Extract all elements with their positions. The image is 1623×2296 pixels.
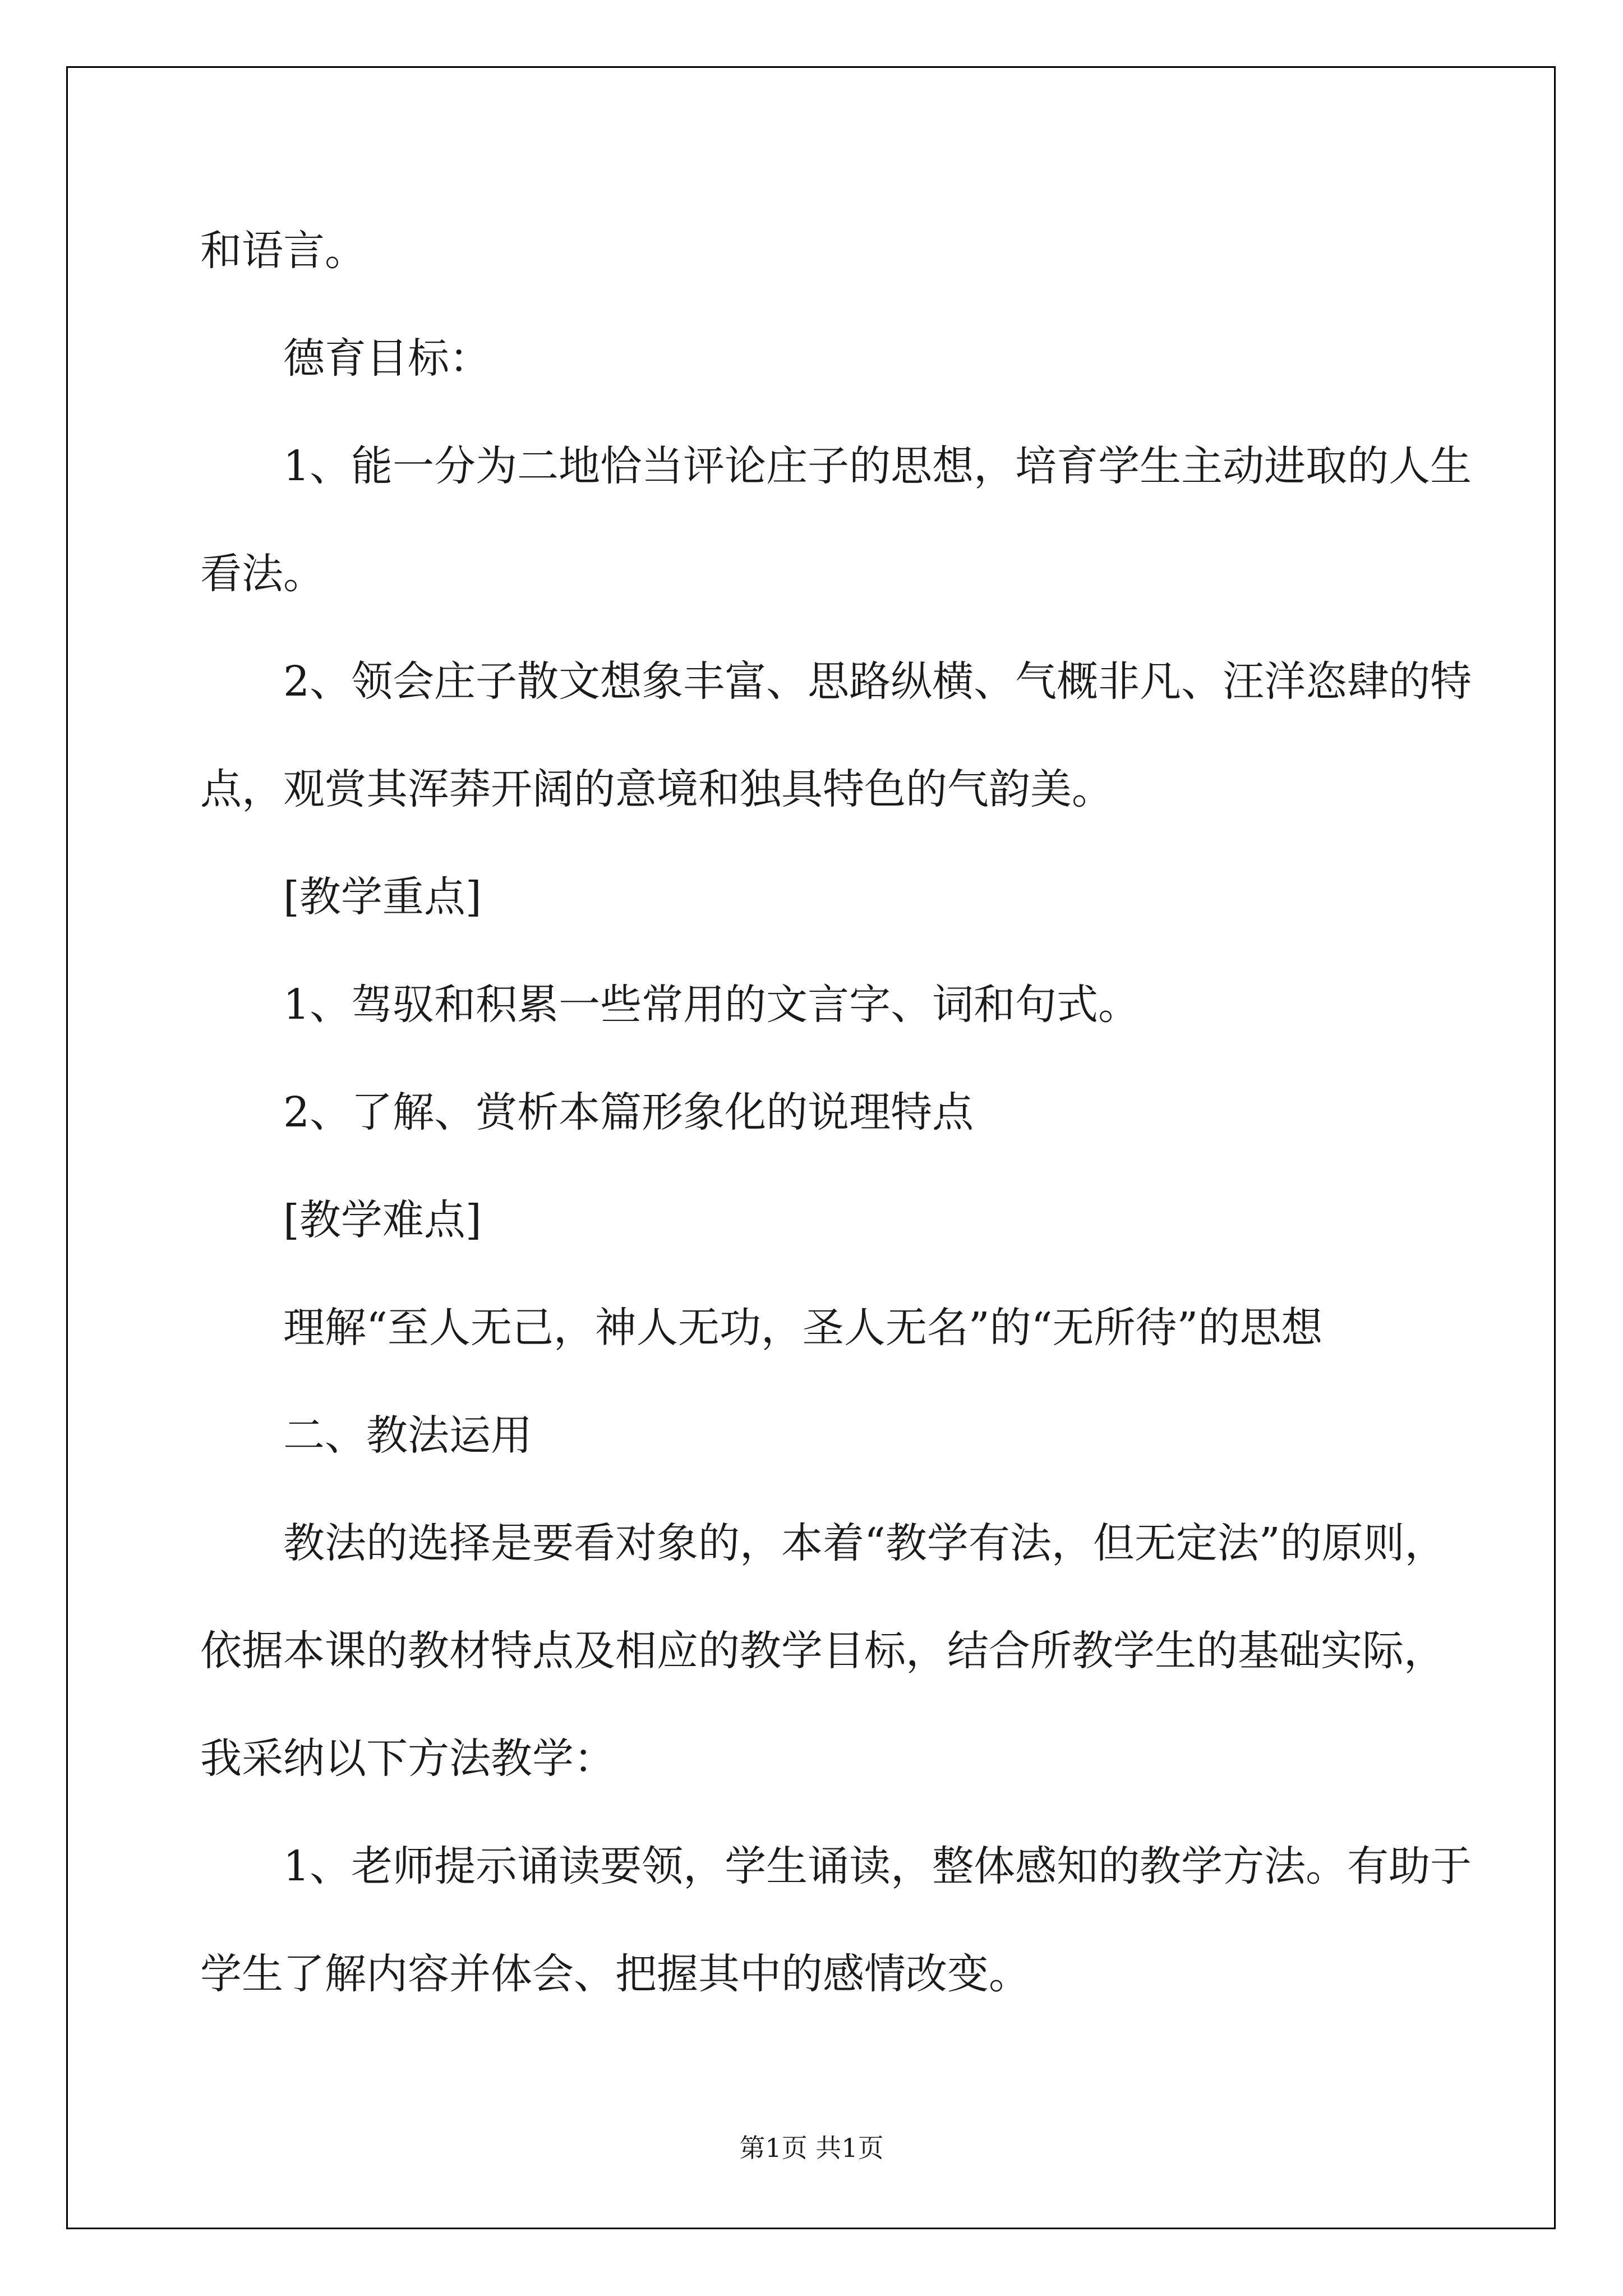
paragraph-line-3: 1、能一分为二地恰当评论庄子的思想，培育学生主动进取的人生: [283, 442, 1472, 490]
paragraph-line-10: [教学难点]: [283, 1196, 482, 1244]
paragraph-line-1: 和语言。: [200, 227, 366, 275]
paragraph-line-8: 1、驾驭和积累一些常用的文言字、词和句式。: [283, 981, 1140, 1029]
paragraph-line-9: 2、了解、赏析本篇形象化的说理特点: [283, 1088, 974, 1137]
paragraph-line-12: 二、教法运用: [283, 1411, 532, 1460]
paragraph-line-5: 2、领会庄子散文想象丰富、思路纵横、气概非凡、汪洋恣肆的特: [283, 657, 1472, 706]
paragraph-line-13: 教法的选择是要看对象的，本着“教学有法，但无定法”的原则，: [283, 1519, 1446, 1567]
paragraph-line-7: [教学重点]: [283, 873, 482, 921]
page-border: [66, 66, 1556, 2229]
paragraph-line-11: 理解“至人无己，神人无功，圣人无名”的“无所待”的思想: [283, 1304, 1323, 1352]
paragraph-line-2: 德育目标：: [283, 334, 491, 383]
paragraph-line-15: 我采纳以下方法教学：: [200, 1734, 615, 1783]
paragraph-line-14: 依据本课的教材特点及相应的教学目标，结合所教学生的基础实际，: [200, 1627, 1445, 1675]
page-number-footer: 第1页 共1页: [739, 2133, 884, 2163]
paragraph-line-4: 看法。: [200, 550, 325, 598]
paragraph-line-17: 学生了解内容并体会、把握其中的感情改变。: [200, 1950, 1030, 1998]
paragraph-line-6: 点，观赏其浑莽开阔的意境和独具特色的气韵美。: [200, 765, 1113, 813]
paragraph-line-16: 1、老师提示诵读要领，学生诵读，整体感知的教学方法。有助于: [283, 1842, 1472, 1890]
